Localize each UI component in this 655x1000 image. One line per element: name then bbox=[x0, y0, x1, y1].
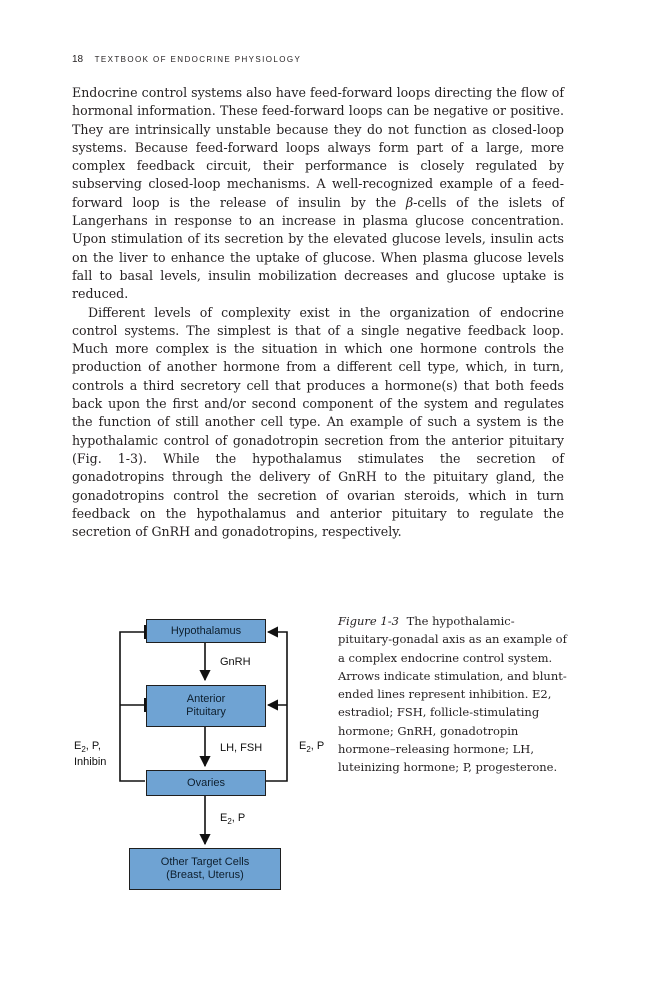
body-text bbox=[72, 84, 564, 541]
e2-p-subscript: 2 bbox=[227, 817, 232, 827]
beta-symbol: β bbox=[405, 194, 414, 210]
pituitary-label: Pituitary bbox=[186, 706, 226, 718]
hypothalamus-box bbox=[146, 619, 266, 643]
figure-caption bbox=[338, 612, 568, 777]
paragraph-1-text-b: -cells of the islets of Langerhans in response to an increase in plasma glucose concentration. Upon stimulation of its secretion by the elevated glucose levels, insulin acts on the liver to enhance the uptake of glucose. When plasma glucose levels fall to basal levels, insulin mobilization decreases and glucose uptake is reduced. bbox=[72, 194, 564, 302]
e2-p-suffix: , P bbox=[231, 812, 246, 824]
lh-fsh-label: LH, FSH bbox=[220, 742, 263, 754]
inhibin-label: Inhibin bbox=[74, 756, 107, 769]
other-target-cells-box bbox=[129, 848, 281, 890]
breast-uterus-label: (Breast, Uterus) bbox=[166, 869, 244, 881]
right-fb-suffix: , P bbox=[310, 740, 325, 752]
left-feedback-to-hypothalamus bbox=[120, 632, 145, 781]
paragraph-1-text-a: Endocrine control systems also have feed-forward loops directing the flow of hormonal information. These feed-forward loops can be negative or positive. They are intrinsically unstable because they do not function as closed-loop systems. Because feed-forward loops always form part of a large, more complex feedback circuit, their performance is closely regulated by subserving closed-loop mechanisms. A well-recognized example of a feed-forward loop is the release of insulin by the bbox=[72, 85, 564, 210]
ovaries-box bbox=[146, 770, 266, 796]
hypothalamus-label: Hypothalamus bbox=[170, 624, 242, 637]
e2-p-label bbox=[220, 812, 245, 828]
left-feedback-label bbox=[74, 740, 106, 769]
figure-label: Figure 1-3 bbox=[338, 614, 399, 628]
paragraph-complexity: Different levels of complexity exist in the organization of endocrine control systems. The simplest is that of a single negative feedback loop. Much more complex is the situation in which one hormone controls the production of another hormone from a different cell type, which, in turn, controls a third secretory cell that produces a hormone(s) that both feeds back upon the first and/or second component of the system and regulates the function of still another cell type. An example of such a system is the hypothalamic control of gonadotropin secretion from the anterior pituitary (Fig. 1-3). While the hypothalamus stimulates the secretion of gonadotropins through the delivery of GnRH to the pituitary gland, the gonadotropins control the secretion of ovarian steroids, which in turn feedback on the hypothalamus and anterior pituitary to regulate the secretion of GnRH and gonadotropins, respectively. bbox=[72, 304, 564, 540]
ovaries-label: Ovaries bbox=[187, 776, 225, 789]
paragraph-feed-forward bbox=[72, 84, 564, 304]
anterior-label: Anterior bbox=[186, 693, 226, 705]
gnrh-label: GnRH bbox=[220, 656, 251, 668]
anterior-pituitary-box bbox=[146, 685, 266, 727]
page-number: 18 bbox=[72, 54, 84, 65]
right-feedback-label bbox=[299, 740, 338, 756]
right-fb-subscript: 2 bbox=[306, 745, 311, 755]
e2-p-letter: E bbox=[220, 812, 228, 824]
caption-text: The hypothalamic-pituitary-gonadal axis as an example of a complex endocrine control system. Arrows indicate stimulation, and blunt-ended lines represent inhibition. E2, estradiol; FSH, follicle-stimulating hormone; GnRH, gonadotropin hormone–releasing hormone; LH, luteinizing hormone; P, progesterone. bbox=[338, 614, 567, 775]
running-title: TEXTBOOK OF ENDOCRINE PHYSIOLOGY bbox=[94, 55, 302, 64]
left-fb-subscript: 2 bbox=[81, 745, 86, 755]
right-fb-letter: E bbox=[299, 740, 307, 752]
hpg-axis-diagram bbox=[60, 590, 340, 900]
left-fb-suffix: , P, bbox=[85, 740, 101, 752]
right-feedback-to-hypothalamus bbox=[265, 632, 287, 781]
target-cells-label: Other Target Cells bbox=[160, 856, 250, 868]
running-header bbox=[72, 54, 301, 65]
left-fb-letter: E bbox=[74, 740, 82, 752]
